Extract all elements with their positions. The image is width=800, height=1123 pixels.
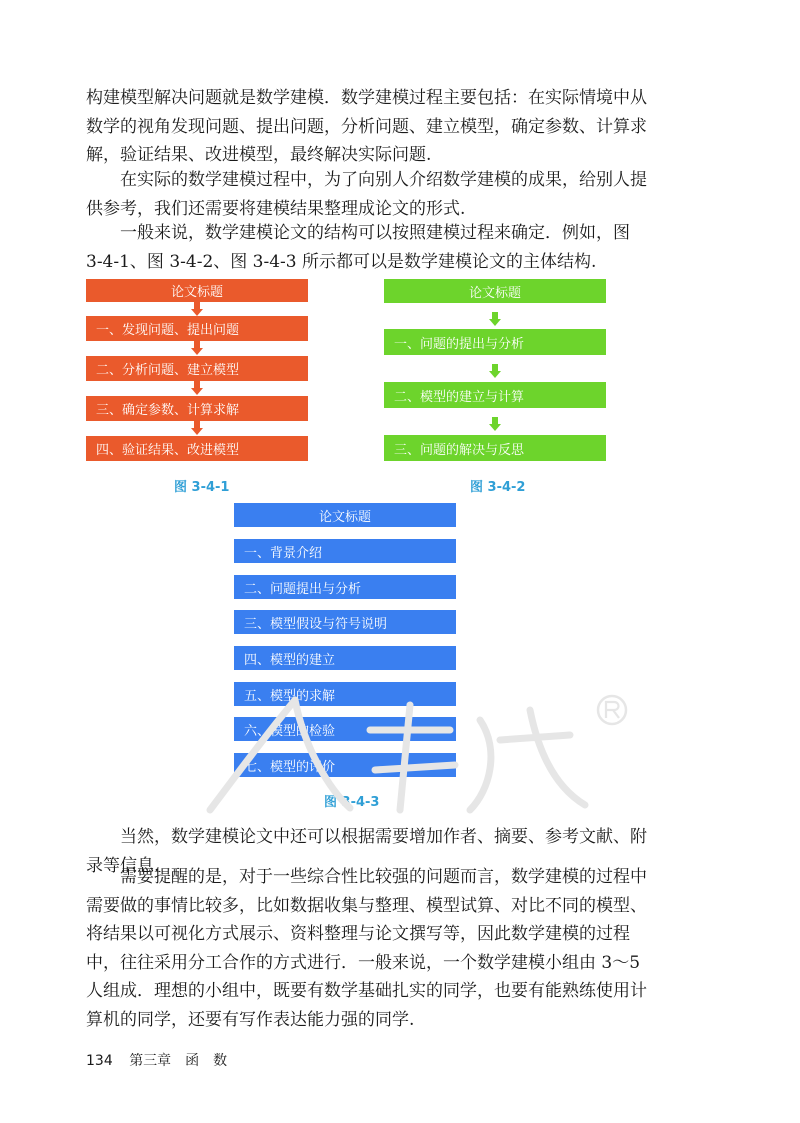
paragraph-line: 当然，数学建模论文中还可以根据需要增加作者、摘要、参考文献、附 [120, 827, 647, 847]
down-arrow-icon [489, 312, 501, 326]
fig1-item-box: 二、分析问题、建立模型 [86, 356, 308, 381]
paragraph-line: 一般来说，数学建模论文的结构可以按照建模过程来确定．例如，图 [120, 223, 630, 243]
fig2-item-box: 一、问题的提出与分析 [384, 329, 606, 355]
fig2-item-box: 二、模型的建立与计算 [384, 382, 606, 408]
fig3-item-box: 二、问题提出与分析 [234, 575, 456, 599]
paragraph-line: 在实际的数学建模过程中，为了向别人介绍数学建模的成果，给别人提 [120, 170, 647, 190]
fig1-item-box: 一、发现问题、提出问题 [86, 316, 308, 341]
fig1-item-box: 四、验证结果、改进模型 [86, 436, 308, 461]
down-arrow-icon [191, 421, 203, 435]
fig1-item-box: 三、确定参数、计算求解 [86, 396, 308, 421]
chapter-title: 第三章 函 数 [129, 1053, 228, 1069]
fig3-title-box: 论文标题 [234, 503, 456, 527]
page-footer [86, 1050, 227, 1070]
paragraph-line: 需要提醒的是，对于一些综合性比较强的问题而言，数学建模的过程中 [120, 867, 647, 887]
down-arrow-icon [489, 417, 501, 431]
fig1-title-box: 论文标题 [86, 279, 308, 302]
paragraph-line: 人组成．理想的小组中，既要有数学基础扎实的同学，也要有能熟练使用计 [86, 981, 647, 1001]
fig3-caption: 图 3-4-3 [324, 795, 380, 810]
fig2-caption: 图 3-4-2 [470, 480, 526, 495]
down-arrow-icon [489, 364, 501, 378]
page-number: 134 [86, 1053, 113, 1069]
down-arrow-icon [191, 302, 203, 316]
paragraph-line: 数学的视角发现问题、提出问题，分析问题、建立模型，确定参数、计算求 [86, 116, 647, 137]
paragraph-line: 录等信息. [86, 855, 160, 876]
down-arrow-icon [191, 341, 203, 355]
paragraph-line: 中，往往采用分工合作的方式进行．一般来说，一个数学建模小组由 3～5 [86, 952, 641, 973]
paragraph-2 [86, 166, 714, 223]
paragraph-line: 3-4-1、图 3-4-2、图 3-4-3 所示都可以是数学建模论文的主体结构. [86, 251, 597, 272]
paragraph-line: 算机的同学，还要有写作表达能力强的同学. [86, 1009, 415, 1030]
publisher-watermark-icon [200, 690, 640, 820]
paragraph-5 [86, 863, 714, 1034]
paragraph-line: 需要做的事情比较多，比如数据收集与整理、模型试算、对比不同的模型、 [86, 895, 647, 916]
paragraph-1 [86, 84, 714, 170]
fig2-item-box: 三、问题的解决与反思 [384, 435, 606, 461]
paragraph-3 [86, 219, 714, 276]
fig3-item-box: 六、模型的检验 [234, 717, 456, 741]
down-arrow-icon [191, 381, 203, 395]
paragraph-line: 将结果以可视化方式展示、资料整理与论文撰写等，因此数学建模的过程 [86, 924, 630, 944]
fig3-item-box: 五、模型的求解 [234, 682, 456, 706]
paragraph-line: 构建模型解决问题就是数学建模．数学建模过程主要包括：在实际情境中从 [86, 88, 647, 108]
fig3-item-box: 四、模型的建立 [234, 646, 456, 670]
fig3-item-box: 三、模型假设与符号说明 [234, 610, 456, 634]
paragraph-line: 解，验证结果、改进模型，最终解决实际问题. [86, 145, 432, 165]
fig2-title-box: 论文标题 [384, 279, 606, 303]
fig3-item-box: 一、背景介绍 [234, 539, 456, 563]
fig3-item-box: 七、模型的评价 [234, 753, 456, 777]
fig1-caption: 图 3-4-1 [174, 480, 230, 495]
paragraph-line: 供参考，我们还需要将建模结果整理成论文的形式. [86, 198, 466, 219]
